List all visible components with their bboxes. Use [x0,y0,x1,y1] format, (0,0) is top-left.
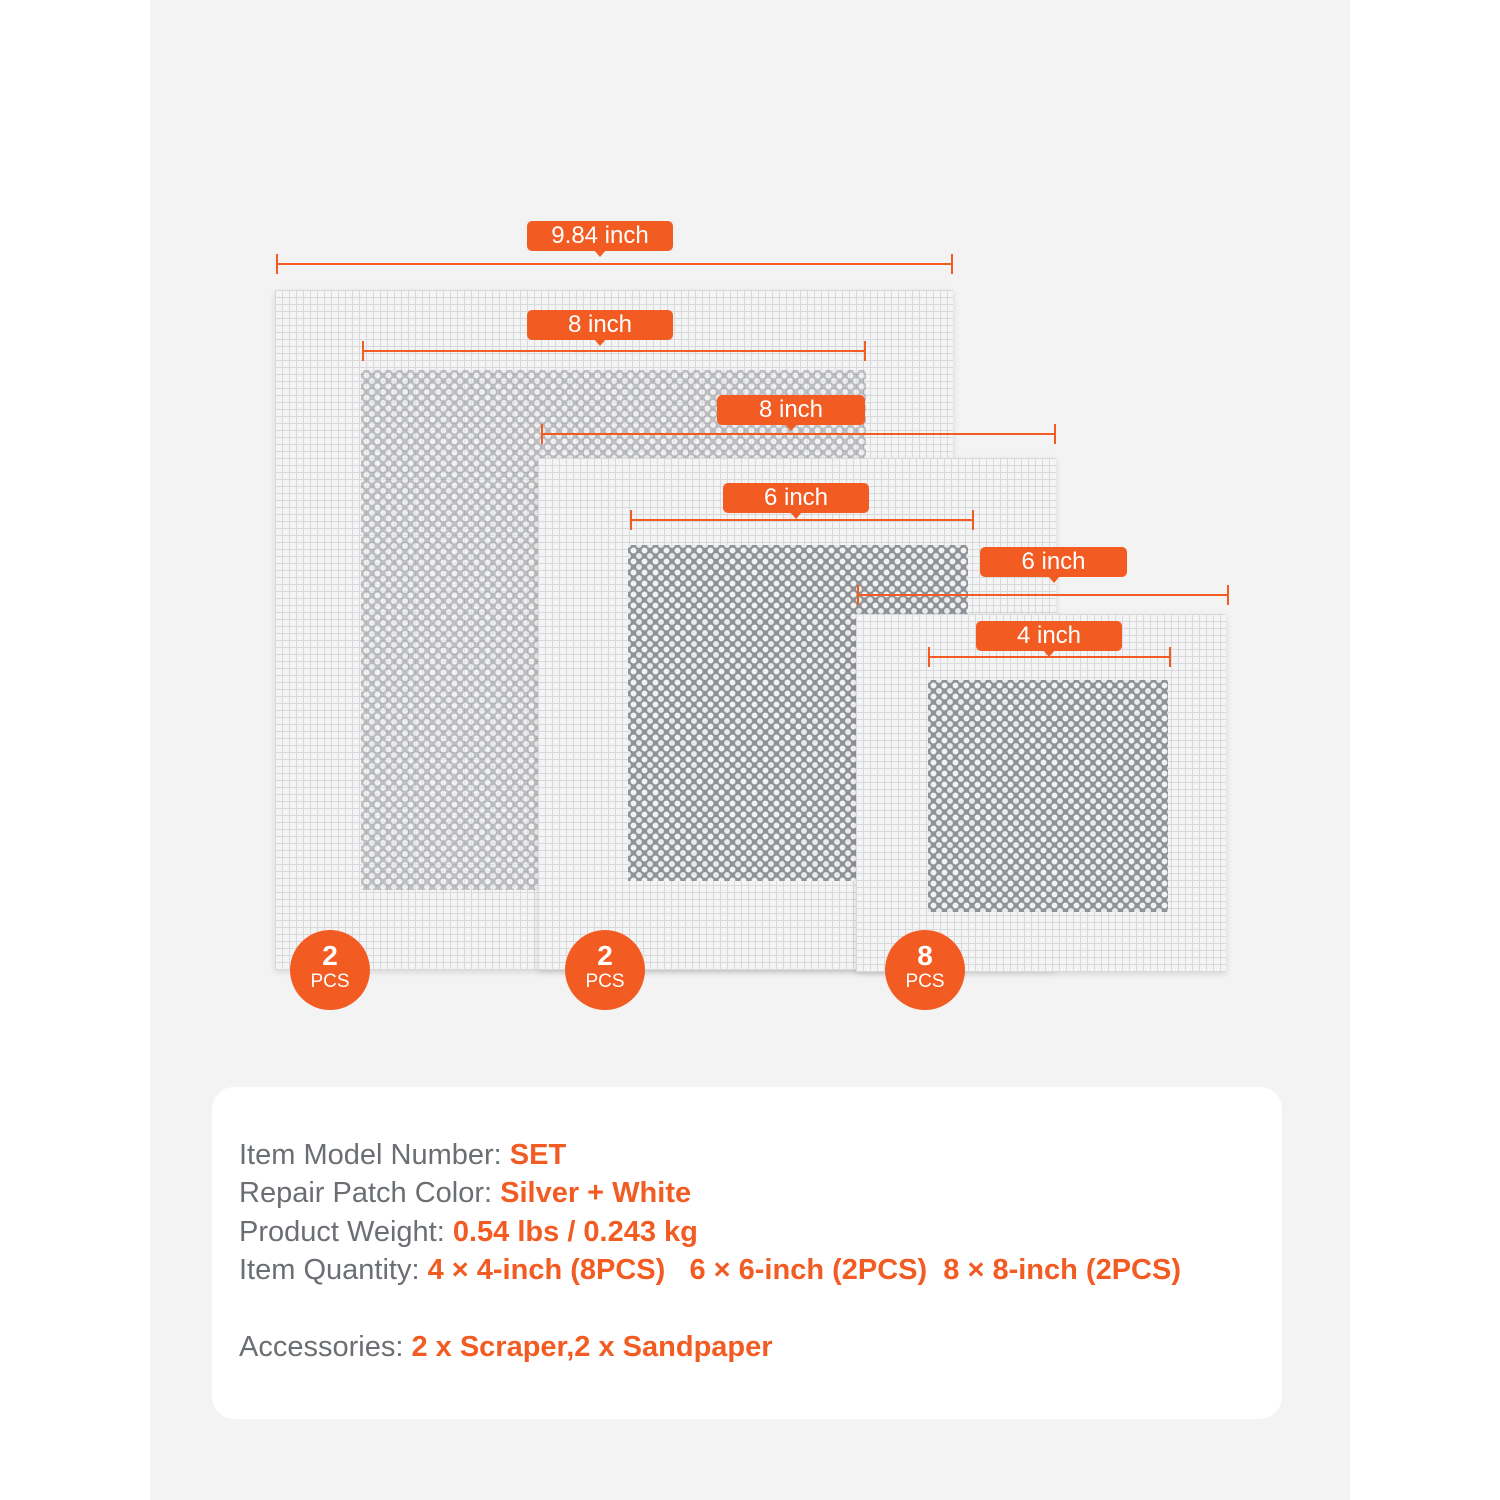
dimension-line-small-inner [928,656,1171,658]
dimension-line-large-outer [276,263,953,265]
pcs-badge-unit: PCS [310,971,350,992]
spec-color [239,1177,691,1210]
dimension-label-large-inner: 8 inch [527,310,673,340]
small-patch-mesh [928,680,1168,912]
dimension-line-large-inner [362,350,866,352]
spec-quantity [239,1254,1181,1287]
small-patch-image [856,614,1226,972]
spec-model-value: SET [509,1139,567,1171]
spec-model-label: Item Model Number: [239,1139,510,1171]
spec-weight [239,1216,698,1249]
dimension-label-medium-inner: 6 inch [723,483,869,513]
dimension-label-large-outer: 9.84 inch [527,221,673,251]
spec-card [212,1087,1282,1419]
pcs-badge-unit: PCS [585,971,625,992]
pcs-badge-unit: PCS [905,971,945,992]
spec-color-value: Silver + White [500,1177,692,1209]
pcs-badge-count: 8 [917,940,933,971]
spec-accessories-label: Accessories: [239,1331,412,1363]
dimension-line-medium-inner [630,519,974,521]
dimension-line-medium-outer [541,433,1056,435]
spec-accessories [239,1331,773,1364]
pcs-badge-small [885,930,965,1010]
spec-quantity-value: 4 × 4-inch (8PCS) 6 × 6-inch (2PCS) 8 × 8-inch (2PCS) [427,1254,1181,1286]
spec-color-label: Repair Patch Color: [239,1177,501,1209]
spec-weight-value: 0.54 lbs / 0.243 kg [452,1216,698,1248]
dimension-label-medium-outer: 8 inch [717,395,865,425]
pcs-badge-count: 2 [322,940,338,971]
spec-model [239,1139,566,1172]
spec-weight-label: Product Weight: [239,1216,453,1248]
spec-quantity-label: Item Quantity: [239,1254,428,1286]
dimension-label-small-outer: 6 inch [980,547,1127,577]
dimension-label-small-inner: 4 inch [976,621,1122,651]
pcs-badge-medium [565,930,645,1010]
pcs-badge-large [290,930,370,1010]
dimension-line-small-outer [857,594,1229,596]
spec-accessories-value: 2 x Scraper,2 x Sandpaper [411,1331,773,1363]
pcs-badge-count: 2 [597,940,613,971]
